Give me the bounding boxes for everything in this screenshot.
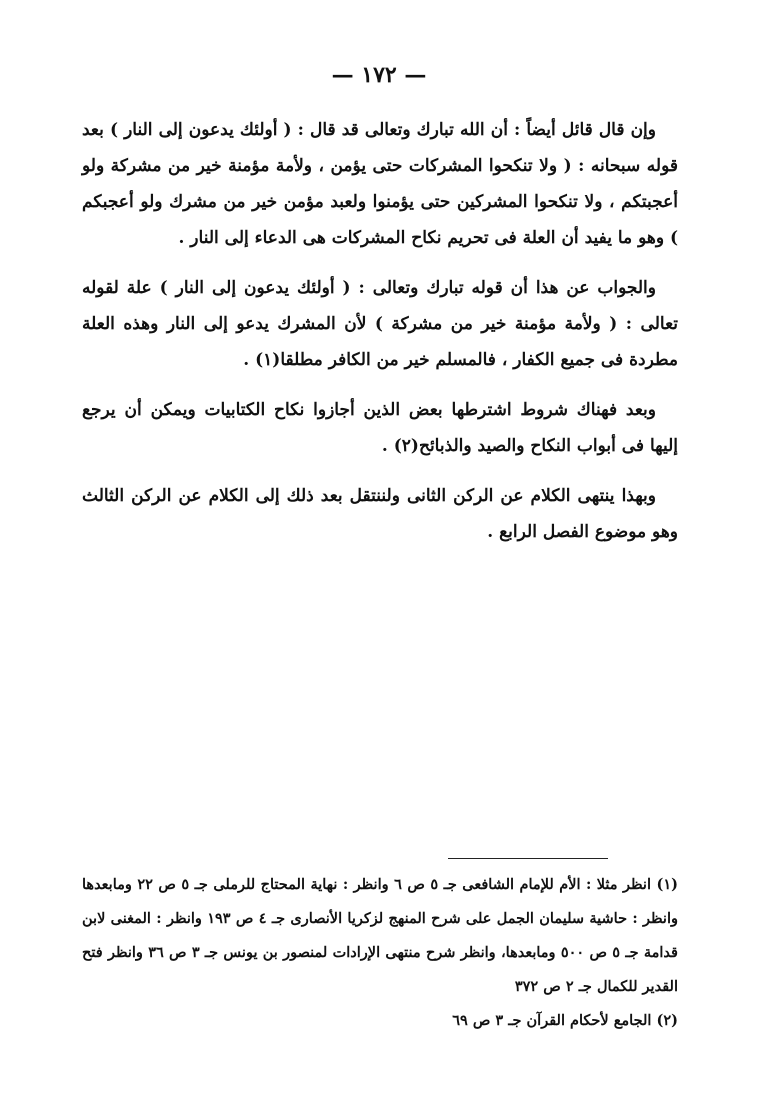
page-number: — ١٧٢ — [331,62,427,88]
paragraph-3: وبعد فهناك شروط اشترطها بعض الذين أجازوا نكاح الكتابيات ويمكن أن يرجع إليها فى أبواب النكاح والصيد والذبائح(٢) . [82,400,678,456]
footnote-1: (١) انظر مثلا : الأم للإمام الشافعى جـ ٥ ص ٦ وانظر : نهاية المحتاج للرملى جـ ٥ ص ٢٢ ومابعدها وانظر : حاشية سليمان الجمل على شرح المنهج لزكريا الأنصارى جـ ٤ ص ١٩٣ وانظر : المغنى لابن قدامة جـ ٥ ص ٥٠٠ ومابعدها، وانظر شرح منتهى الإرادات لمنصور بن يونس جـ ٣ ص ٣٦ وانظر فتح القدير للكمال جـ ٢ ص ٣٧٢ [82,876,678,995]
footnote-divider [448,858,608,859]
main-text [82,112,678,564]
footnote-2: (٢) الجامع لأحكام القرآن جـ ٣ ص ٦٩ [452,1012,678,1029]
paragraph-2: والجواب عن هذا أن قوله تبارك وتعالى : ( أولئك يدعون إلى النار ) علة لقوله تعالى : ( ولأمة مؤمنة خير من مشركة ) لأن المشرك يدعو إلى النار وهذه العلة مطردة فى جميع الكفار ، فالمسلم خير من الكافر مطلقا(١) . [82,278,678,370]
footnotes [82,868,678,1038]
paragraph-1: وإن قال قائل أيضاً : أن الله تبارك وتعالى قد قال : ( أولئك يدعون إلى النار ) بعد قوله سبحانه : ( ولا تنكحوا المشركات حتى يؤمن ، ولأمة مؤمنة خير من مشركة ولو أعجبتكم ، ولا تنكحوا المشركين حتى يؤمنوا ولعبد مؤمن خير من مشرك ولو أعجبكم ) وهو ما يفيد أن العلة فى تحريم نكاح المشركات هى الدعاء إلى النار . [82,120,678,248]
paragraph-4: وبهذا ينتهى الكلام عن الركن الثانى ولننتقل بعد ذلك إلى الكلام عن الركن الثالث وهو موضوع الفصل الرابع . [82,486,678,542]
